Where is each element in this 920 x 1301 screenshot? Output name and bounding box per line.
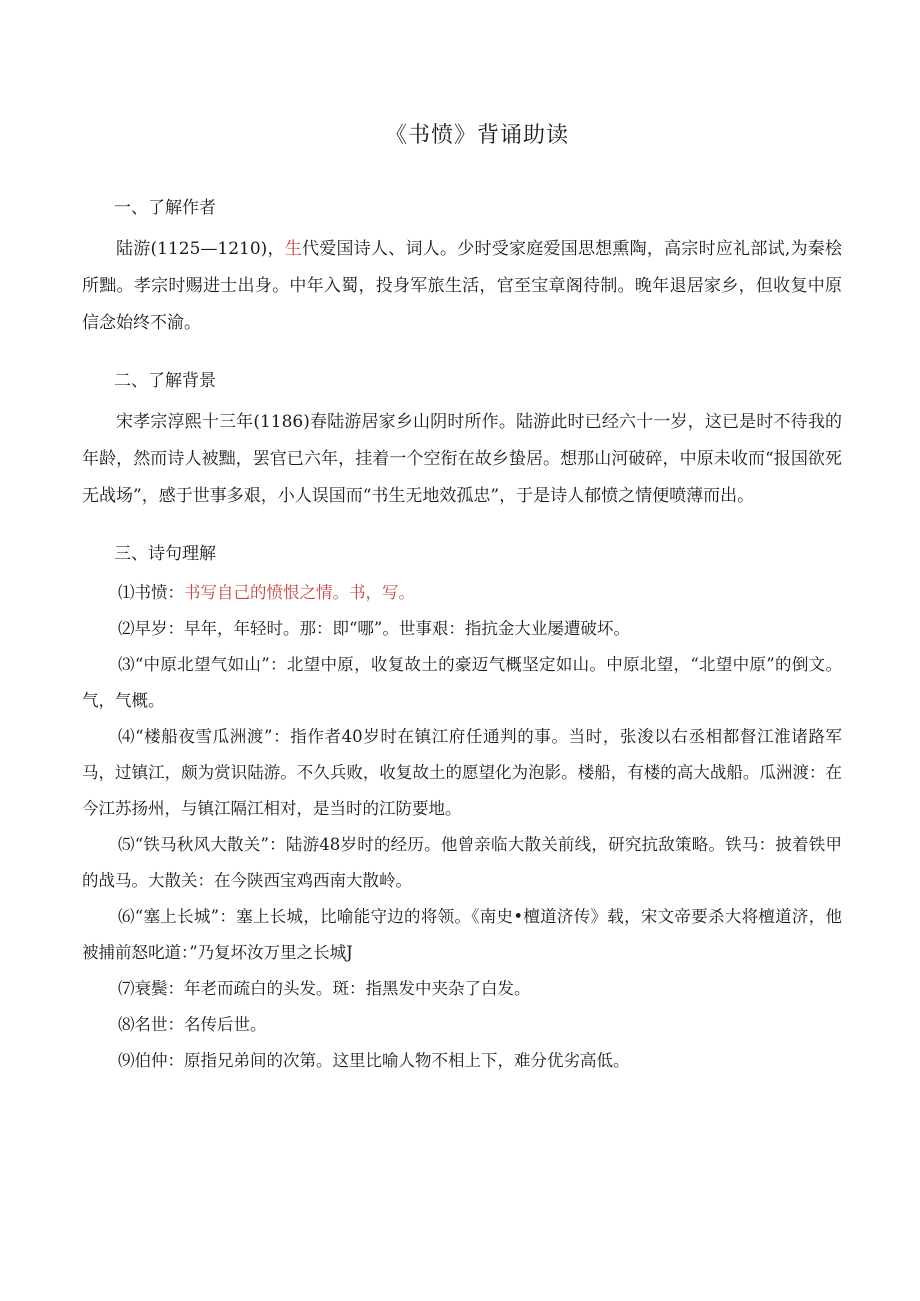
note-number: ⑴ bbox=[118, 583, 135, 602]
notes-list bbox=[82, 575, 842, 1079]
note-item bbox=[82, 1007, 842, 1043]
background-paragraph: 宋孝宗淳熙十三年(1186)春陆游居家乡山阴时所作。陆游此时已经六十一岁，这已是时不待我的年龄，然而诗人被黜，罢官已六年，挂着一个空衔在故乡蛰居。想那山河破碎，中原未收而“报国欲死无战场”，感于世事多艰，小人误国而“书生无地效孤忠”，于是诗人郁愤之情便喷薄而出。 bbox=[82, 412, 842, 506]
note-number: ⑺ bbox=[118, 979, 135, 998]
note-number: ⑸ bbox=[118, 835, 135, 854]
author-paragraph bbox=[82, 231, 842, 342]
note-label: “塞上长城”： bbox=[134, 907, 237, 926]
section-background bbox=[82, 368, 842, 515]
section-heading-verse: 三、诗句理解 bbox=[114, 544, 216, 564]
document-page bbox=[82, 118, 842, 1105]
note-text: 书写自己的愤恨之情。书，写。 bbox=[184, 583, 415, 602]
note-item bbox=[82, 611, 842, 647]
note-number: ⑻ bbox=[118, 1015, 135, 1034]
section-heading-author: 一、了解作者 bbox=[114, 198, 216, 218]
note-text: 塞上长城，比喻能守边的将领。《南史•檀道济传》载，宋文帝要杀大将檀道济，他被捕前怒叱道：”乃复坏汝万里之长城J bbox=[82, 907, 843, 962]
note-number: ⑹ bbox=[118, 907, 135, 926]
note-label: 衰鬓： bbox=[134, 979, 184, 998]
note-label: “铁马秋风大散关”： bbox=[134, 835, 286, 854]
note-label: 书愤： bbox=[134, 583, 184, 602]
note-item bbox=[82, 647, 842, 719]
note-label: 早岁： bbox=[134, 619, 184, 638]
note-text: 名传后世。 bbox=[184, 1015, 267, 1034]
author-text-start: 陆游(1125—1210)， bbox=[116, 239, 285, 259]
note-item bbox=[82, 827, 842, 899]
section-heading-background: 二、了解背景 bbox=[114, 371, 216, 391]
note-text: 陆游48岁时的经历。他曾亲临大散关前线，研究抗敌策略。铁马：披着铁甲的战马。大散关：在今陕西宝鸡西南大散岭。 bbox=[82, 835, 843, 890]
note-number: ⑶ bbox=[118, 655, 135, 674]
note-label: “中原北望气如山”： bbox=[134, 655, 287, 674]
note-number: ⑼ bbox=[118, 1051, 135, 1070]
note-label: “楼船夜雪瓜洲渡”： bbox=[135, 727, 291, 746]
author-text-rest: 代爱国诗人、词人。少时受家庭爱国思想熏陶，高宗时应礼部试,为秦桧所黜。孝宗时赐进士出身。中年入蜀，投身军旅生活，官至宝章阁待制。晚年退居家乡，但收复中原信念始终不渝。 bbox=[82, 239, 843, 333]
note-item bbox=[82, 575, 842, 611]
note-item bbox=[82, 1043, 842, 1079]
section-author bbox=[82, 195, 842, 342]
note-number: ⑷ bbox=[118, 727, 136, 746]
section-verse-notes bbox=[82, 541, 842, 1079]
author-text-highlight: 生 bbox=[284, 239, 303, 259]
note-text: 北望中原，收复故土的豪迈气概坚定如山。中原北望，“北望中原”的倒文。气，气概。 bbox=[82, 655, 842, 710]
note-text: 原指兄弟间的次第。这里比喻人物不相上下，难分优劣高低。 bbox=[184, 1051, 630, 1070]
note-text: 年老而疏白的头发。斑：指黑发中夹杂了白发。 bbox=[184, 979, 531, 998]
note-item bbox=[82, 899, 842, 971]
note-item bbox=[82, 971, 842, 1007]
note-text: 早年，年轻时。那：即“哪”。世事艰：指抗金大业屡遭破坏。 bbox=[184, 619, 630, 638]
note-item bbox=[82, 719, 842, 827]
note-number: ⑵ bbox=[118, 619, 135, 638]
note-label: 名世： bbox=[134, 1015, 184, 1034]
note-text: 指作者40岁时在镇江府任通判的事。当时，张浚以右丞相都督江淮诸路军马，过镇江，颇为赏识陆游。不久兵败，收复故土的愿望化为泡影。楼船，有楼的高大战船。瓜洲渡：在今江苏扬州，与镇江隔江相对，是当时的江防要地。 bbox=[82, 727, 842, 818]
note-label: 伯仲： bbox=[134, 1051, 184, 1070]
document-title: 《书愤》背诵助读 bbox=[384, 123, 569, 148]
